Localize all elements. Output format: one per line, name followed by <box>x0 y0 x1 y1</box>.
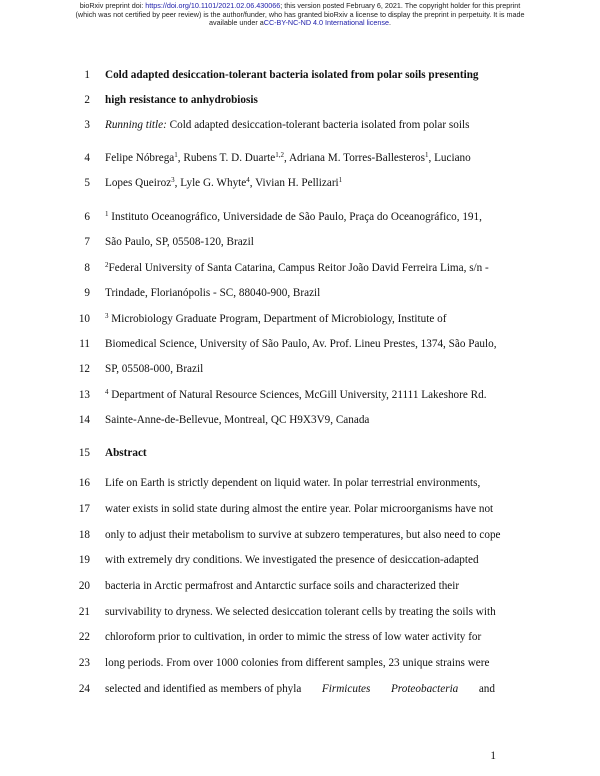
running-title-text: Cold adapted desiccation-tolerant bacteria isolated from polar soils <box>166 119 470 131</box>
manuscript-line <box>0 578 600 594</box>
preprint-notice-line-1: bioRxiv preprint doi: https://doi.org/10.1101/2021.02.06.430066; this version posted February 6, 2021. The copyright holder for this preprint <box>79 1 521 10</box>
abstract-text-line: chloroform prior to cultivation, in order to mimic the stress of low water activity for <box>105 631 482 643</box>
manuscript-line <box>0 552 600 568</box>
affiliation-1: $^1$ Instituto Oceanográfico, Universidade de São Paulo, Praça do Oceanográfico, 191, <box>105 210 482 223</box>
manuscript-line <box>0 361 600 377</box>
manuscript-line <box>0 311 600 327</box>
affiliation-3-address: Biomedical Science, University of São Paulo, Av. Prof. Lineu Prestes, 1374, São Paulo, <box>105 338 497 350</box>
line-number: 18 <box>78 529 90 541</box>
line-number: 22 <box>78 631 90 643</box>
license-link[interactable]: CC-BY-NC-ND 4.0 International license <box>263 18 389 28</box>
preprint-notice-line-3: available under aCC-BY-NC-ND 4.0 International license. <box>209 18 391 28</box>
line-number: 6 <box>84 211 90 223</box>
paper-title-line-1: Cold adapted desiccation-tolerant bacteria isolated from polar soils presenting <box>105 69 479 81</box>
affiliation-3-postcode: SP, 05508-000, Brazil <box>105 363 204 375</box>
manuscript-line <box>0 475 600 491</box>
manuscript-line <box>0 501 600 517</box>
running-title <box>105 117 469 133</box>
manuscript-line <box>0 604 600 620</box>
manuscript-line <box>0 527 600 543</box>
line-number: 19 <box>78 554 90 566</box>
author-list-line-1: Felipe Nóbrega$^1$, Rubens T. D. Duarte$^{1,2}$, Adriana M. Torres-Ballesteros$^1$, Luciano <box>105 151 471 164</box>
line-number: 11 <box>79 338 90 350</box>
affiliation-2: $^2$Federal University of Santa Catarina, Campus Reitor João David Ferreira Lima, s/n - <box>105 261 489 274</box>
author-list-line-2: Lopes Queiroz$^3$, Lyle G. Whyte$^4$, Vivian H. Pellizari$^1$ <box>105 176 343 189</box>
affiliation-2-address: Trindade, Florianópolis - SC, 88040-900, Brazil <box>105 287 321 299</box>
manuscript-line <box>0 629 600 645</box>
line-number: 20 <box>78 580 90 592</box>
affiliation-4: $^4$ Department of Natural Resource Sciences, McGill University, 21111 Lakeshore Rd. <box>105 388 487 401</box>
line-number: 14 <box>78 414 90 426</box>
line-number: 13 <box>78 389 90 401</box>
manuscript-line <box>0 209 600 225</box>
line-number: 21 <box>78 606 90 618</box>
line-number: 15 <box>78 447 90 459</box>
affiliation-1-address: São Paulo, SP, 05508-120, Brazil <box>105 236 254 248</box>
line-number: 16 <box>78 477 90 489</box>
paper-title-line-2: high resistance to anhydrobiosis <box>105 94 258 106</box>
manuscript-line <box>0 655 600 671</box>
manuscript-line <box>0 681 600 697</box>
abstract-text-line: bacteria in Arctic permafrost and Antarctic surface soils and characterized their <box>105 580 460 592</box>
phylum-proteobacteria: Proteobacteria <box>390 683 459 695</box>
line-number: 24 <box>78 683 90 695</box>
phylum-firmicutes: Firmicutes <box>321 683 371 695</box>
line-number: 17 <box>78 503 90 515</box>
line-number: 3 <box>84 119 90 131</box>
line-number: 10 <box>78 313 90 325</box>
manuscript-line <box>0 175 600 191</box>
abstract-text-line: long periods. From over 1000 colonies from different samples, 23 unique strains were <box>105 657 490 669</box>
manuscript-line <box>0 260 600 276</box>
doi-link[interactable]: https://doi.org/10.1101/2021.02.06.430066 <box>145 1 281 10</box>
line-number: 9 <box>84 287 90 299</box>
abstract-text-line: only to adjust their metabolism to survive at subzero temperatures, but also need to cope <box>105 529 501 541</box>
line-number: 12 <box>78 363 90 375</box>
manuscript-line <box>0 92 600 108</box>
manuscript-line <box>0 234 600 250</box>
manuscript-line <box>0 67 600 83</box>
preprint-notice <box>0 2 600 28</box>
running-title-label: Running title: <box>105 119 167 131</box>
line-number: 1 <box>84 69 90 81</box>
abstract-text-line-justified: selected and identified as members of phyla Firmicutes Proteobacteria and <box>105 683 495 695</box>
abstract-text-line: water exists in solid state during almost the entire year. Polar microorganisms have not <box>105 503 494 515</box>
manuscript-line <box>0 387 600 403</box>
manuscript-line <box>0 445 600 461</box>
line-number: 8 <box>84 262 90 274</box>
page-number: 1 <box>490 750 496 762</box>
manuscript-line <box>0 285 600 301</box>
manuscript-line <box>0 117 600 133</box>
line-number: 5 <box>84 177 90 189</box>
line-number: 2 <box>84 94 90 106</box>
manuscript-line <box>0 336 600 352</box>
abstract-text-line: with extremely dry conditions. We investigated the presence of desiccation-adapted <box>105 554 479 566</box>
manuscript-line <box>0 150 600 166</box>
manuscript-line <box>0 412 600 428</box>
affiliation-4-address: Sainte-Anne-de-Bellevue, Montreal, QC H9X3V9, Canada <box>105 414 370 426</box>
affiliation-3: $^3$ Microbiology Graduate Program, Department of Microbiology, Institute of <box>105 312 447 325</box>
line-number: 7 <box>84 236 90 248</box>
preprint-notice-line-2: (which was not certified by peer review) is the author/funder, who has granted bioRxiv a license to display the preprint in perpetuity. It is made <box>75 9 525 19</box>
abstract-text-line: survivability to dryness. We selected desiccation tolerant cells by treating the soils with <box>105 606 496 618</box>
line-number: 23 <box>78 657 90 669</box>
line-number: 4 <box>84 152 90 164</box>
abstract-heading: Abstract <box>105 447 147 459</box>
abstract-text-line: Life on Earth is strictly dependent on liquid water. In polar terrestrial environments, <box>105 477 481 489</box>
